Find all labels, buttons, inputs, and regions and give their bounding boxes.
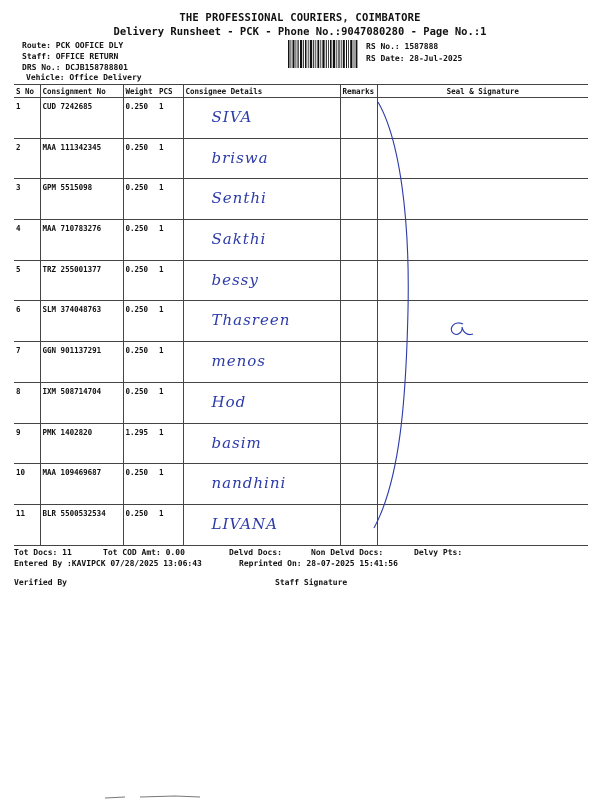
weight-cell: 0.250 <box>123 342 157 383</box>
verified-by-label: Verified By <box>14 578 67 587</box>
pcs-cell: 1 <box>157 98 183 139</box>
consignee-cell <box>183 301 340 342</box>
signature-bracket-stroke <box>370 100 430 530</box>
weight-cell: 0.250 <box>123 138 157 179</box>
table-row <box>14 138 588 179</box>
consignee-cell <box>183 98 340 139</box>
table-row <box>14 342 588 383</box>
sno-cell: 4 <box>14 220 40 261</box>
table-row <box>14 423 588 464</box>
consignment-cell: PMK 1402820 <box>40 423 123 464</box>
header-seal-signature: Seal & Signature <box>377 85 588 98</box>
consignee-cell <box>183 138 340 179</box>
pcs-cell: 1 <box>157 260 183 301</box>
staff-info: Staff: OFFICE RETURN <box>22 52 119 61</box>
weight-cell: 0.250 <box>123 504 157 545</box>
header-weight: Weight <box>123 85 157 98</box>
pcs-cell: 1 <box>157 138 183 179</box>
consignee-cell <box>183 423 340 464</box>
consignment-cell: IXM 508714704 <box>40 382 123 423</box>
consignee-handwriting: Sakthi <box>211 230 267 249</box>
table-row <box>14 504 588 545</box>
sno-cell: 9 <box>14 423 40 464</box>
scan-smudge <box>105 795 215 799</box>
consignee-handwriting: Hod <box>211 392 247 411</box>
consignment-cell: GGN 901137291 <box>40 342 123 383</box>
header-remarks: Remarks <box>340 85 377 98</box>
table-row <box>14 220 588 261</box>
weight-cell: 0.250 <box>123 301 157 342</box>
total-docs: Tot Docs: 11 <box>14 548 72 557</box>
table-row <box>14 179 588 220</box>
pcs-cell: 1 <box>157 179 183 220</box>
consignment-cell: BLR 5500532534 <box>40 504 123 545</box>
weight-cell: 0.250 <box>123 382 157 423</box>
consignee-cell <box>183 504 340 545</box>
company-title: THE PROFESSIONAL COURIERS, COIMBATORE <box>179 12 421 24</box>
consignee-handwriting: menos <box>211 352 266 371</box>
staff-signature-label: Staff Signature <box>275 578 348 587</box>
consignee-cell <box>183 179 340 220</box>
table-row <box>14 260 588 301</box>
consignment-cell: CUD 7242685 <box>40 98 123 139</box>
weight-cell: 0.250 <box>123 220 157 261</box>
runsheet-subtitle: Delivery Runsheet - PCK - Phone No.:9047080280 - Page No.:1 <box>113 26 487 38</box>
consignee-handwriting: briswa <box>211 148 269 167</box>
consignment-cell: TRZ 255001377 <box>40 260 123 301</box>
sno-cell: 8 <box>14 382 40 423</box>
reprinted-on: Reprinted On: 28-07-2025 15:41:56 <box>239 559 398 568</box>
header-consignee-details: Consignee Details <box>183 85 340 98</box>
weight-cell: 0.250 <box>123 260 157 301</box>
consignee-handwriting: nandhini <box>211 474 287 493</box>
consignee-handwriting: Senthi <box>211 189 267 208</box>
consignee-handwriting: Thasreen <box>211 311 291 330</box>
consignee-handwriting: basim <box>211 433 262 452</box>
delivered-docs: Delvd Docs: <box>229 548 282 557</box>
sno-cell: 2 <box>14 138 40 179</box>
pcs-cell: 1 <box>157 220 183 261</box>
route-info: Route: PCK OOFICE DLY <box>22 41 124 50</box>
consignee-handwriting: SIVA <box>211 108 253 126</box>
consignee-handwriting: LIVANA <box>211 514 278 533</box>
consignee-cell <box>183 342 340 383</box>
consignment-cell: MAA 111342345 <box>40 138 123 179</box>
runsheet-table <box>14 84 588 546</box>
table-row <box>14 464 588 505</box>
sno-cell: 7 <box>14 342 40 383</box>
non-delivered-docs: Non Delvd Docs: <box>311 548 384 557</box>
consignment-cell: MAA 710783276 <box>40 220 123 261</box>
consignee-cell <box>183 382 340 423</box>
pcs-cell: 1 <box>157 423 183 464</box>
sno-cell: 6 <box>14 301 40 342</box>
table-header-row <box>14 85 588 98</box>
consignment-cell: MAA 109469687 <box>40 464 123 505</box>
rs-date: RS Date: 28-Jul-2025 <box>366 54 463 63</box>
signature-mark <box>445 318 475 340</box>
table-row <box>14 301 588 342</box>
header-consignment-no: Consignment No <box>40 85 123 98</box>
rs-number: RS No.: 1587888 <box>366 42 439 51</box>
consignment-cell: SLM 374048763 <box>40 301 123 342</box>
delivery-points: Delvy Pts: <box>414 548 463 557</box>
header-pcs: PCS <box>157 85 183 98</box>
header-sno: S No <box>14 85 40 98</box>
consignee-handwriting: bessy <box>211 270 259 289</box>
table-row <box>14 382 588 423</box>
pcs-cell: 1 <box>157 464 183 505</box>
weight-cell: 1.295 <box>123 423 157 464</box>
pcs-cell: 1 <box>157 382 183 423</box>
weight-cell: 0.250 <box>123 464 157 505</box>
total-cod-amount: Tot COD Amt: 0.00 <box>103 548 185 557</box>
pcs-cell: 1 <box>157 504 183 545</box>
consignee-cell <box>183 464 340 505</box>
drs-number: DRS No.: DCJB158788801 <box>22 63 128 72</box>
barcode-image <box>288 40 358 68</box>
sno-cell: 3 <box>14 179 40 220</box>
sno-cell: 1 <box>14 98 40 139</box>
sno-cell: 11 <box>14 504 40 545</box>
sno-cell: 10 <box>14 464 40 505</box>
consignee-cell <box>183 220 340 261</box>
weight-cell: 0.250 <box>123 179 157 220</box>
consignee-cell <box>183 260 340 301</box>
vehicle-info: Vehicle: Office Delivery <box>26 73 142 82</box>
sno-cell: 5 <box>14 260 40 301</box>
pcs-cell: 1 <box>157 301 183 342</box>
entered-by: Entered By :KAVIPCK 07/28/2025 13:06:43 <box>14 559 202 568</box>
table-row <box>14 98 588 139</box>
consignment-cell: GPM 5515098 <box>40 179 123 220</box>
pcs-cell: 1 <box>157 342 183 383</box>
weight-cell: 0.250 <box>123 98 157 139</box>
